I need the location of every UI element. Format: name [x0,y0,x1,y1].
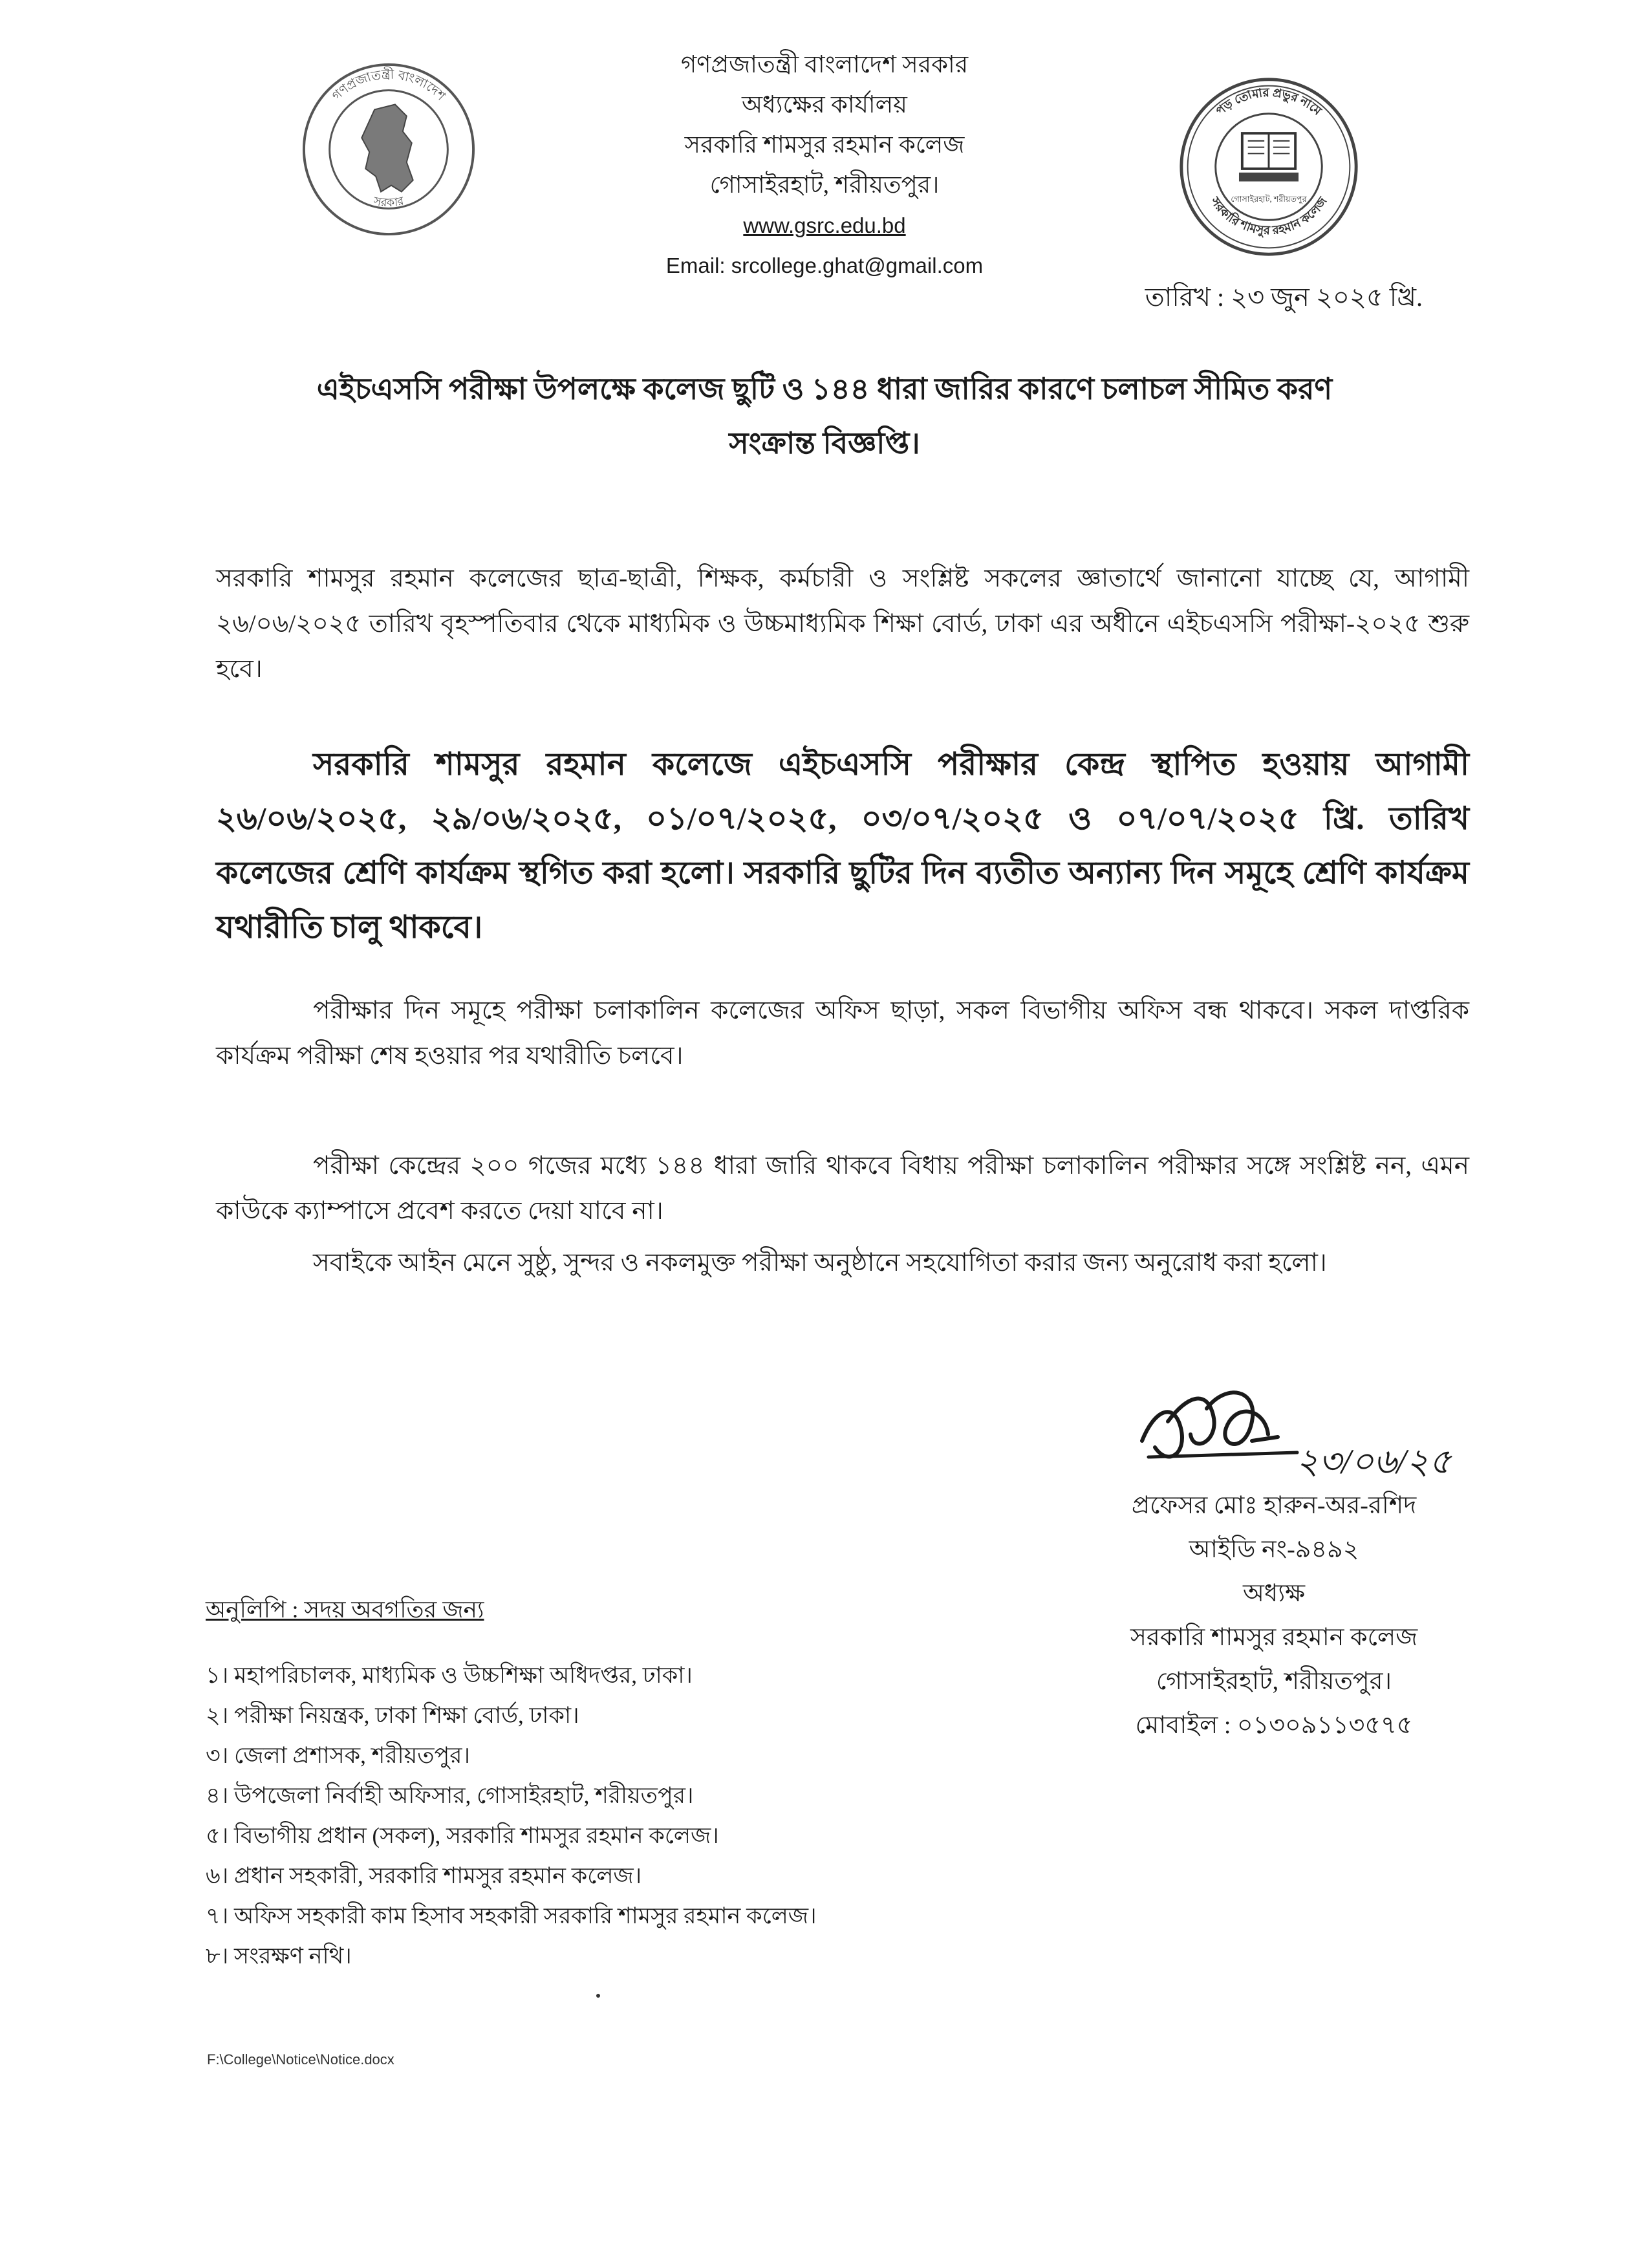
college-seal [1177,75,1361,259]
list-item: ৩। জেলা প্রশাসক, শরীয়তপুর। [206,1743,470,1768]
handwritten-date: ২৩/০৬/২৫ [1296,1442,1452,1481]
notice-subject [194,362,1455,471]
signatory-address: গোসাইরহাট, শরীয়তপুর। [1156,1668,1392,1695]
signatory-designation: অধ্যক্ষ [1242,1580,1305,1607]
copy-to-list [206,1656,1111,1976]
gov-seal-text-bottom: সরকার [372,194,405,210]
college-seal-motto: পড় তোমার প্রভুর নামে [1213,86,1324,118]
paragraph-office-closure: পরীক্ষার দিন সমূহে পরীক্ষা চলাকালিন কলেজের অফিস ছাড়া, সকল বিভাগীয় অফিস বন্ধ থাকবে। সকল দাপ্তরিক কার্যক্রম পরীক্ষা শেষ হওয়ার পর যথারীতি চলবে। [216,997,1469,1070]
letterhead [446,45,1203,286]
handwritten-signature [1129,1370,1478,1484]
paragraph-section-144: পরীক্ষা কেন্দ্রের ২০০ গজের মধ্যে ১৪৪ ধারা জারি থাকবে বিধায় পরীক্ষা চলাকালিন পরীক্ষার সঙ্গে সংশ্লিষ্ট নন, এমন কাউকে ক্যাম্পাসে প্রবেশ করতে দেয়া যাবে না। [216,1152,1469,1225]
list-item: ৬। প্রধান সহকারী, সরকারি শামসুর রহমান কলেজ। [206,1863,642,1888]
signatory-id: আইডি নং-৯৪৯২ [1189,1536,1359,1563]
list-item: ২। পরীক্ষা নিয়ন্ত্রক, ঢাকা শিক্ষা বোর্ড, ঢাকা। [206,1703,579,1728]
notice-date: তারিখ : ২৩ জুন ২০২৫ খ্রি. [1145,283,1423,312]
subject-line-2: সংক্রান্ত বিজ্ঞপ্তি। [729,427,920,460]
list-item: ৪। উপজেলা নির্বাহী অফিসার, গোসাইরহাট, শরীয়তপুর। [206,1783,694,1808]
email-address: Email: srcollege.ghat@gmail.com [665,254,984,277]
header-government: গণপ্রজাতন্ত্রী বাংলাদেশ সরকার [680,52,969,78]
signatory-institution: সরকারি শামসুর রহমান কলেজ [1130,1624,1418,1651]
bangladesh-map-icon [361,105,413,192]
list-item: ১। মহাপরিচালক, মাধ্যমিক ও উচ্চশিক্ষা অধিদপ্তর, ঢাকা। [206,1663,693,1688]
college-seal-name: সরকারি শামসুর রহমান কলেজ [1207,195,1330,238]
college-seal-small-text: গোসাইরহাট, শরীয়তপুর [1231,194,1307,204]
copy-to-label: অনুলিপি : সদয় অবগতির জন্য [206,1597,484,1623]
paragraph-request: সবাইকে আইন মেনে সুষ্ঠু, সুন্দর ও নকলমুক্ত পরীক্ষা অনুষ্ঠানে সহযোগিতা করার জন্য অনুরোধ করা হলো। [313,1249,1327,1277]
website-link[interactable]: www.gsrc.edu.bd [743,213,906,237]
scan-speck [596,1994,600,1998]
signatory-name: প্রফেসর মোঃ হারুন-অর-রশিদ [1131,1492,1417,1519]
list-item: ৮। সংরক্ষণ নথি। [206,1943,352,1969]
file-path: F:\College\Notice\Notice.docx [207,2051,394,2068]
signatory-mobile: মোবাইল : ০১৩০৯১১৩৫৭৫ [1135,1712,1413,1739]
list-item: ৭। অফিস সহকারী কাম হিসাব সহকারী সরকারি শামসুর রহমান কলেজ। [206,1903,817,1928]
svg-text:সরকার [372,194,405,210]
list-item: ৫। বিভাগীয় প্রধান (সকল), সরকারি শামসুর রহমান কলেজ। [206,1823,719,1848]
header-college-name: সরকারি শামসুর রহমান কলেজ [684,132,965,158]
header-office: অধ্যক্ষের কার্যালয় [742,92,907,118]
svg-text:গণপ্রজাতন্ত্রী বাংলাদেশ [329,67,448,104]
header-address: গোসাইরহাট, শরীয়তপুর। [709,172,940,199]
subject-line-1: এইচএসসি পরীক্ষা উপলক্ষে কলেজ ছুটি ও ১৪৪ ধারা জারির কারণে চলাচল সীমিত করণ [316,373,1333,405]
book-icon [1239,133,1299,181]
paragraph-exam-start: সরকারি শামসুর রহমান কলেজের ছাত্র-ছাত্রী, শিক্ষক, কর্মচারী ও সংশ্লিষ্ট সকলের জ্ঞাতার্থে জানানো যাচ্ছে যে, আগামী ২৬/০৬/২০২৫ তারিখ বৃহস্পতিবার থেকে মাধ্যমিক ও উচ্চমাধ্যমিক শিক্ষা বোর্ড, ঢাকা এর অধীনে এইচএসসি পরীক্ষা-২০২৫ শুরু হবে। [216,565,1469,683]
paragraph-class-suspension: সরকারি শামসুর রহমান কলেজে এইচএসসি পরীক্ষার কেন্দ্র স্থাপিত হওয়ায় আগামী ২৬/০৬/২০২৫, ২৯/০৬/২০২৫, ০১/০৭/২০২৫, ০৩/০৭/২০২৫ ও ০৭/০৭/২০২৫ খ্রি. তারিখ কলেজের শ্রেণি কার্যক্রম স্থগিত করা হলো। সরকারি ছুটির দিন ব্যতীত অন্যান্য দিন সমূহে শ্রেণি কার্যক্রম যথারীতি চালু থাকবে। [216,746,1469,945]
svg-text:গোসাইরহাট, শরীয়তপুর [1231,194,1307,204]
gov-seal-text-top: গণপ্রজাতন্ত্রী বাংলাদেশ [329,67,448,103]
